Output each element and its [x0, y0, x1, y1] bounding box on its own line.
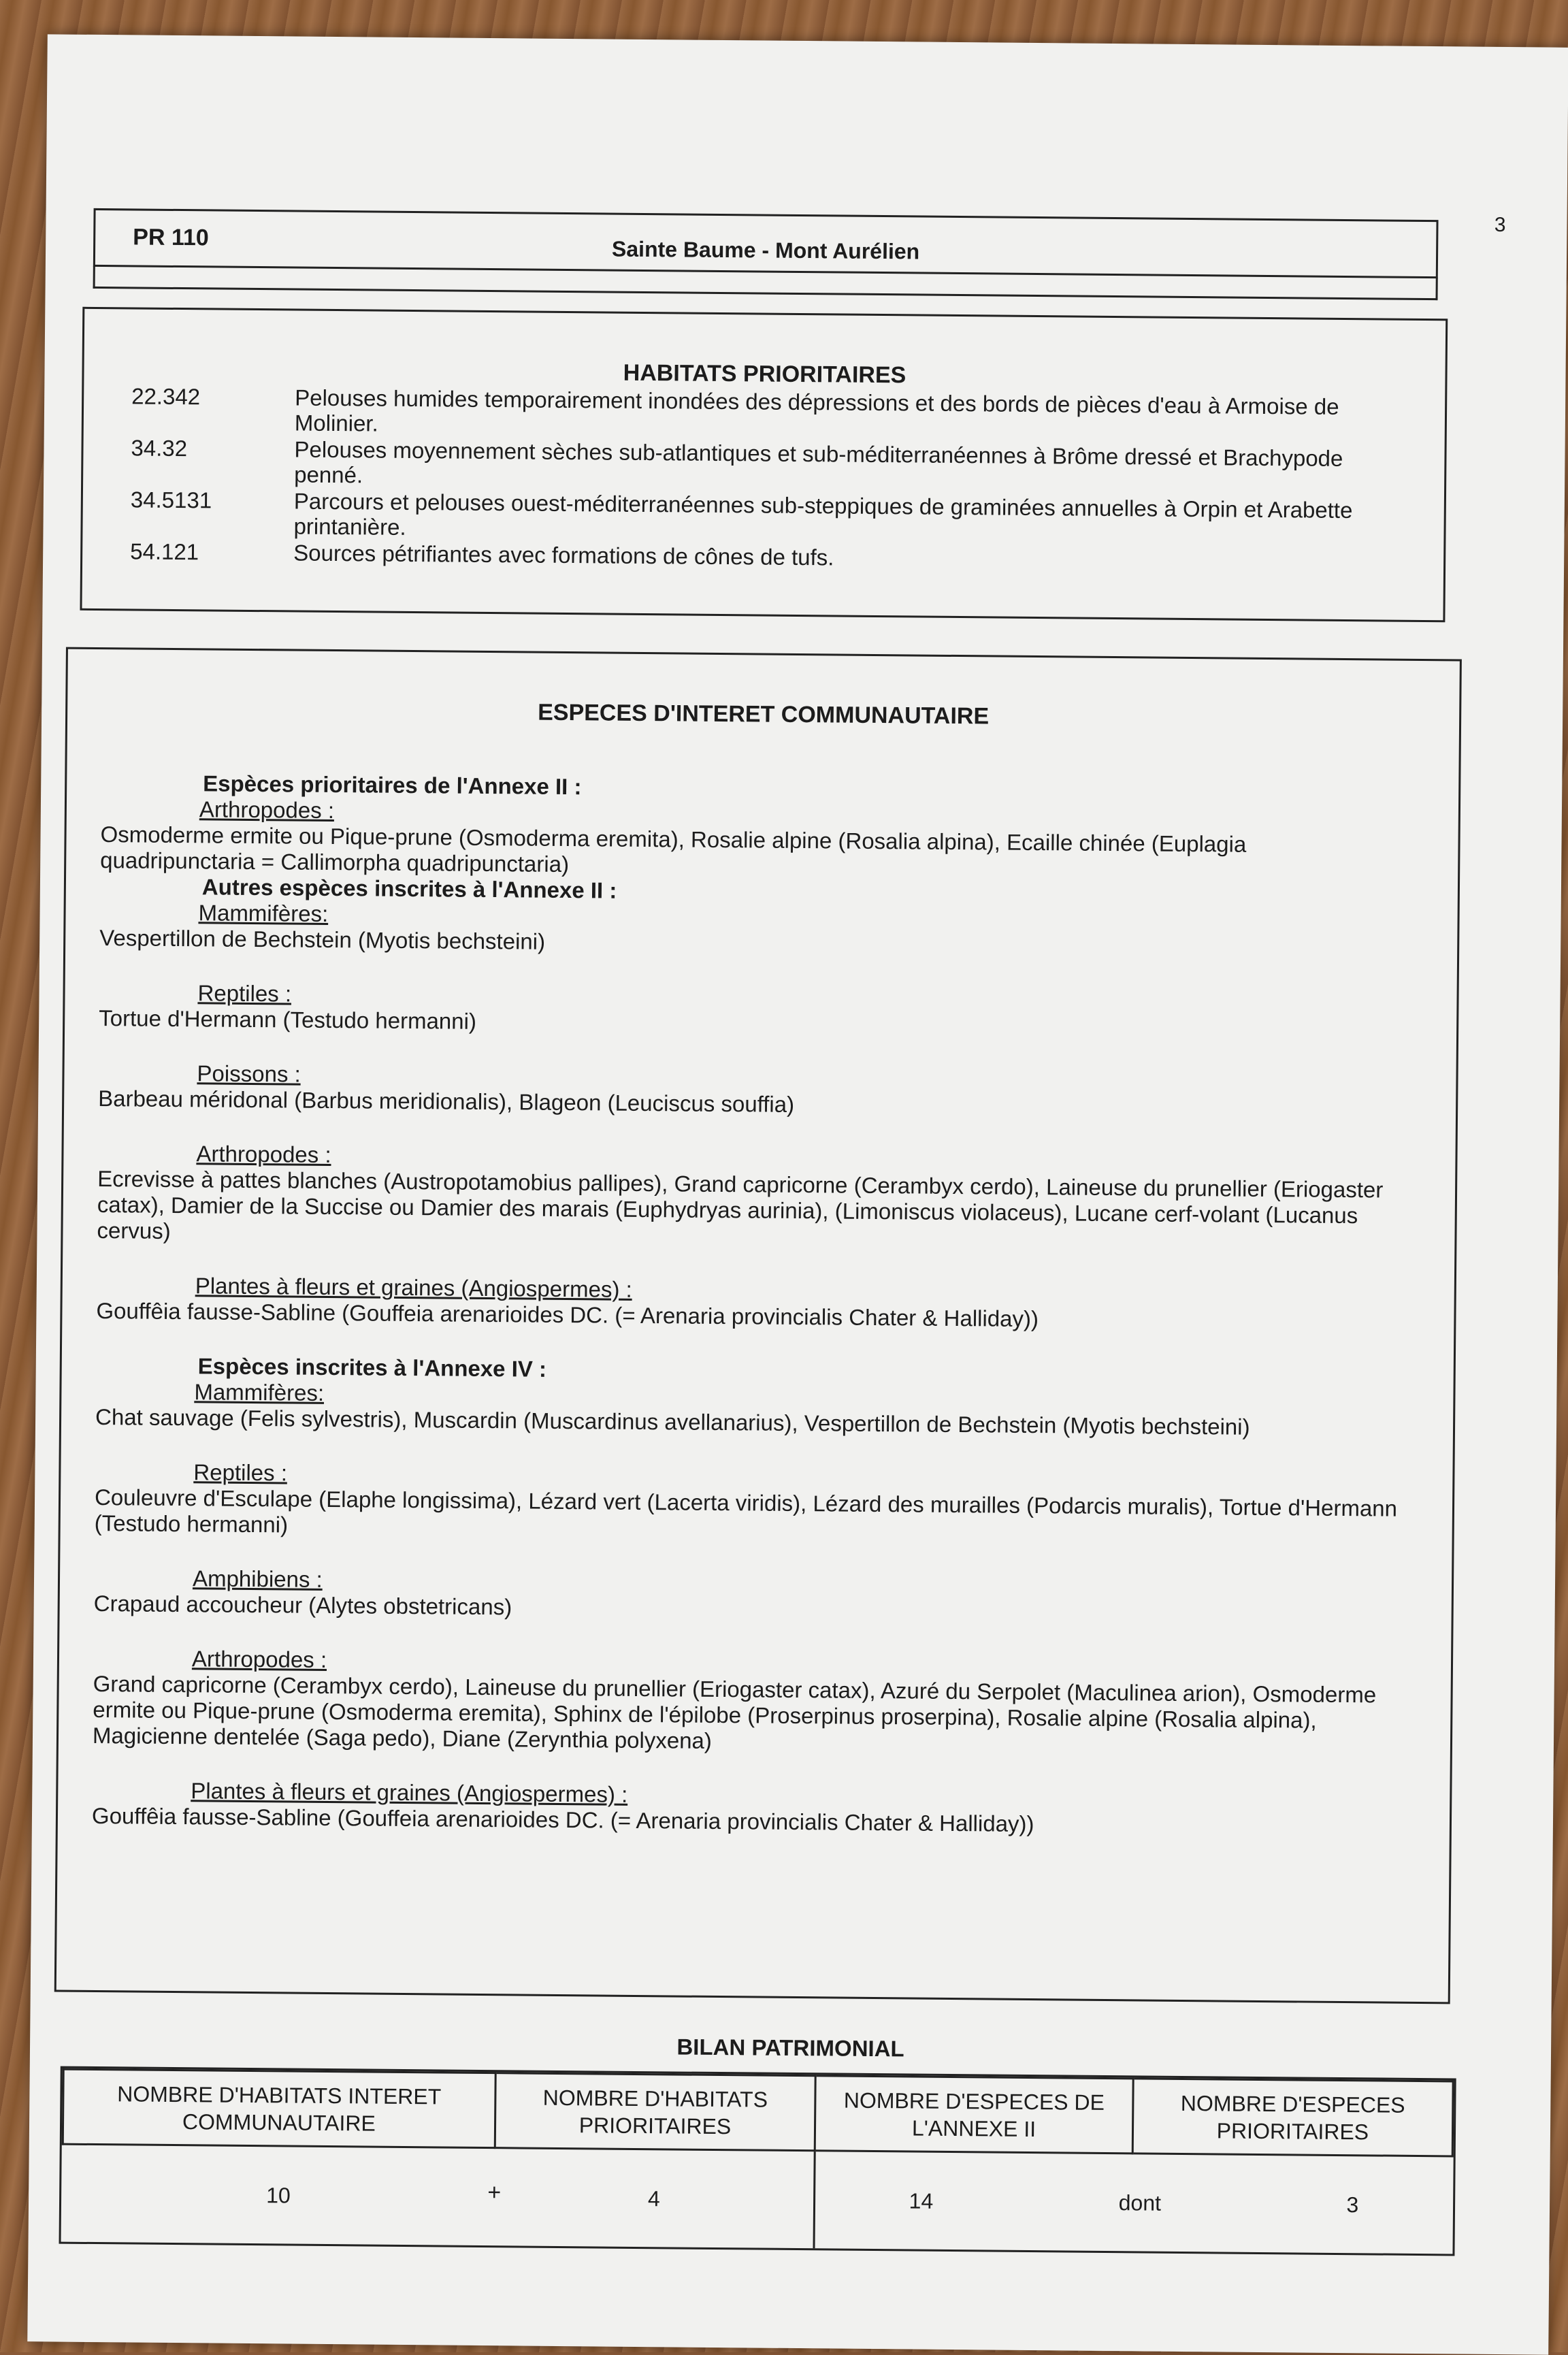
bilan-table	[61, 2068, 1454, 2254]
habitats-prioritaires-count: 4	[647, 2186, 660, 2211]
taxon-label: Plantes à fleurs et graines (Angiospermes) :	[191, 1778, 628, 1807]
habitat-text: Pelouses moyennement sèches sub-atlantiques et sub-méditerranéennes à Brôme dressé et Brachypode penné.	[294, 436, 1343, 488]
dont-label: dont	[1118, 2190, 1162, 2215]
species-list: Osmoderme ermite ou Pique-prune (Osmoderma eremita), Rosalie alpine (Rosalia alpina), Ecaille chinée (Euplagia quadripunctaria = Callimorpha quadripunctaria)	[100, 822, 1247, 877]
taxon-label: Arthropodes :	[191, 1646, 327, 1672]
habitat-code: 34.32	[131, 435, 188, 461]
prioritaires-title: Espèces prioritaires de l'Annexe II :	[203, 770, 582, 800]
habitat-text: Pelouses humides temporairement inondées des dépressions et des bords de pièces d'eau à Armoise de Molinier.	[294, 385, 1339, 436]
bilan-table-box	[59, 2066, 1456, 2256]
species-list: Tortue d'Hermann (Testudo hermanni)	[99, 1005, 477, 1034]
species-list: Vespertillon de Bechstein (Myotis bechsteini)	[99, 925, 546, 954]
bilan-title: BILAN PATRIMONIAL	[676, 2034, 904, 2062]
especes-prioritaires-count: 3	[1346, 2192, 1359, 2217]
species-list: Couleuvre d'Esculape (Elaphe longissima), Lézard vert (Lacerta viridis), Lézard des murailles (Podarcis muralis), Tortue d'Hermann (Testudo hermanni)	[94, 1484, 1398, 1538]
habitat-code: 54.121	[130, 538, 199, 565]
site-code: PR 110	[133, 224, 209, 251]
species-list: Barbeau méridonal (Barbus meridionalis), Blageon (Leuciscus souffia)	[98, 1086, 795, 1117]
table-header: NOMBRE D'ESPECES DE L'ANNEXE II	[815, 2076, 1133, 2154]
table-cell	[814, 2151, 1452, 2254]
species-list: Gouffêia fausse-Sabline (Gouffeia arenarioides DC. (= Arenaria provincialis Chater & Halliday))	[91, 1802, 1034, 1837]
habitats-title: HABITATS PRIORITAIRES	[623, 359, 906, 389]
taxon-label: Arthropodes :	[196, 1141, 331, 1168]
annexe2-title: Autres espèces inscrites à l'Annexe II :	[201, 874, 617, 903]
table-cell	[487, 2148, 815, 2249]
species-list: Crapaud accoucheur (Alytes obstetricans)	[93, 1590, 512, 1620]
habitat-text: Parcours et pelouses ouest-méditerranéennes sub-steppiques de graminées annuelles à Orpin et Arabette printanière.	[293, 488, 1353, 540]
especes-title: ESPECES D'INTERET COMMUNAUTAIRE	[538, 699, 990, 730]
species-list: Ecrevisse à pattes blanches (Austropotamobius pallipes), Grand capricorne (Cerambyx cerdo), Laineuse du prunellier (Eriogaster catax), Damier de la Succise ou Damier des marais (Euphydryas aurinia), (Limoniscus violaceus), Lucane cerf-volant (Lucanus cervus)	[97, 1166, 1384, 1244]
species-list: Grand capricorne (Cerambyx cerdo), Laineuse du prunellier (Eriogaster catax), Azuré du Serpolet (Maculinea arion), Osmoderme ermite ou Pique-prune (Osmoderma eremita), Sphinx de l'épilobe (Proserpinus proserpina), Rosalie alpine (Rosalia alpina), Magicienne dentelée (Saga pedo), Diane (Zerynthia polyxena)	[92, 1670, 1377, 1753]
annexe4-title: Espèces inscrites à l'Annexe IV :	[197, 1353, 547, 1382]
habitats-interet-count: 10	[266, 2182, 291, 2208]
plus-sign: +	[487, 2179, 502, 2206]
habitat-code: 34.5131	[130, 487, 212, 513]
taxon-label: Arthropodes :	[199, 796, 335, 824]
habitat-code: 22.342	[131, 383, 201, 410]
table-header: NOMBRE D'ESPECES PRIORITAIRES	[1132, 2079, 1453, 2156]
species-list: Chat sauvage (Felis sylvestris), Muscardin (Muscardinus avellanarius), Vespertillon de Bechstein (Myotis bechsteini)	[95, 1404, 1250, 1440]
especes-interet-box	[54, 647, 1462, 2004]
taxon-label: Reptiles :	[193, 1459, 288, 1486]
table-header: NOMBRE D'HABITATS PRIORITAIRES	[495, 2073, 816, 2151]
table-cell	[62, 2144, 495, 2245]
taxon-label: Mammifères:	[194, 1379, 325, 1406]
site-title: Sainte Baume - Mont Aurélien	[611, 236, 920, 264]
table-header: NOMBRE D'HABITATS INTERET COMMUNAUTAIRE	[63, 2069, 495, 2148]
habitats-prioritaires-box	[80, 307, 1448, 622]
taxon-label: Poissons :	[197, 1060, 301, 1087]
taxon-label: Reptiles :	[197, 980, 292, 1007]
taxon-label: Amphibiens :	[192, 1565, 323, 1592]
species-list: Gouffêia fausse-Sabline (Gouffeia arenarioides DC. (= Arenaria provincialis Chater & Halliday))	[96, 1298, 1039, 1332]
page-number: 3	[1494, 213, 1506, 237]
document-page	[27, 34, 1568, 2354]
especes-annexe2-count: 14	[909, 2188, 934, 2213]
taxon-label: Mammifères:	[198, 900, 329, 926]
habitat-text: Sources pétrifiantes avec formations de cônes de tufs.	[293, 540, 834, 570]
taxon-label: Plantes à fleurs et graines (Angiospermes) :	[195, 1273, 632, 1302]
